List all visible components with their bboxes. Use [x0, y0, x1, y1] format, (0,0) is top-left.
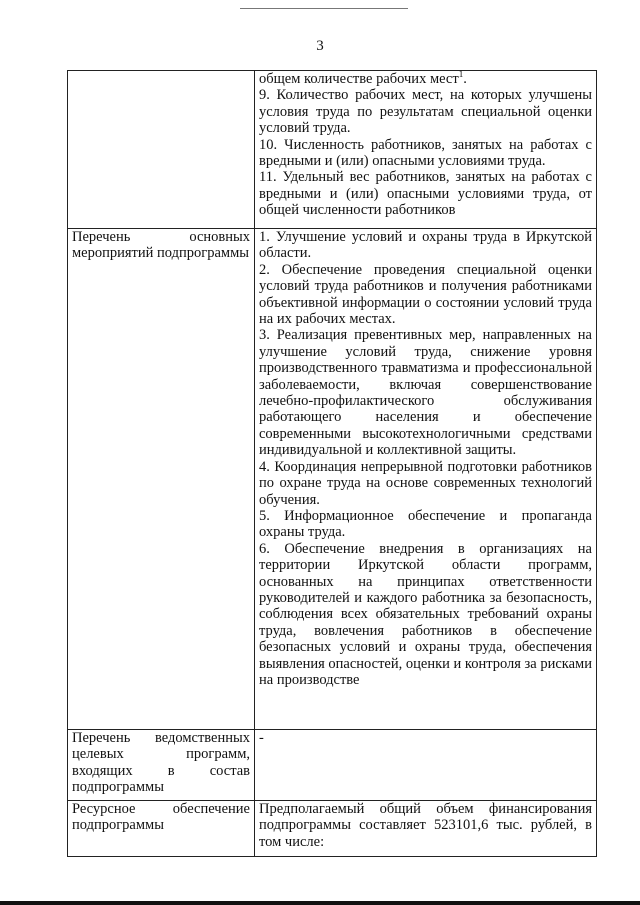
header-rule — [240, 8, 408, 9]
list-item: 10. Численность работников, занятых на работах с вредными и (или) опасными условиями труда. — [259, 136, 592, 170]
table-row — [68, 801, 597, 857]
row-label: Ресурсное обеспечение подпрограммы — [68, 801, 255, 857]
page-number: 3 — [316, 38, 324, 54]
list-item: 4. Координация непрерывной подготовки работников по охране труда на основе современных технологий обучения. — [259, 458, 592, 508]
row-content — [255, 71, 597, 229]
row-label: Перечень ведомственных целевых программ, входящих в состав подпрограммы — [68, 730, 255, 801]
row-label: Перечень основных мероприятий подпрограммы — [68, 229, 255, 730]
subprogram-passport-table — [67, 70, 597, 857]
list-item: 11. Удельный вес работников, занятых на работах с вредными и (или) опасными условиями труда, от общей численности работников — [259, 169, 592, 219]
footnote-marker: 1 — [458, 69, 464, 80]
row-content: Предполагаемый общий объем финансирования подпрограммы составляет 523101,6 тыс. рублей, в том числе: — [255, 801, 597, 857]
list-item: 5. Информационное обеспечение и пропаганда охраны труда. — [259, 507, 592, 541]
table-row — [68, 730, 597, 801]
list-item: 6. Обеспечение внедрения в организациях на территории Иркутской области программ, основанных на принципах ответственности руководителей и каждого работника за безопасность, соблюдения всех обязательных требований охраны труда, вовлечения работников в обеспечение безопасных условий и охраны труда, обеспечения выявления опасностей, оценки и контроля за рисками на производстве — [259, 540, 592, 688]
table-row — [68, 71, 597, 229]
list-item: 3. Реализация превентивных мер, направленных на улучшение условий труда, снижение уровня производственного травматизма и профессиональной заболеваемости, включая совершенствование лечебно-профилактического обслуживания работающего населения и обеспечение современными высокотехнологичными средствами индивидуальной и коллективной защиты. — [259, 327, 592, 459]
scan-edge — [0, 901, 640, 905]
list-item: 2. Обеспечение проведения специальной оценки условий труда работников и получения работниками объективной информации о состоянии условий труда на их рабочих местах. — [259, 261, 592, 328]
list-item: 9. Количество рабочих мест, на которых улучшены условия труда по результатам специальной оценки условий труда. — [259, 87, 592, 137]
row-content: - — [255, 730, 597, 801]
row-label — [68, 71, 255, 229]
list-item: 1. Улучшение условий и охраны труда в Иркутской области. — [259, 229, 592, 262]
list-item: общем количестве рабочих мест$^1$. — [259, 69, 467, 87]
table-row — [68, 229, 597, 730]
row-content — [255, 229, 597, 730]
